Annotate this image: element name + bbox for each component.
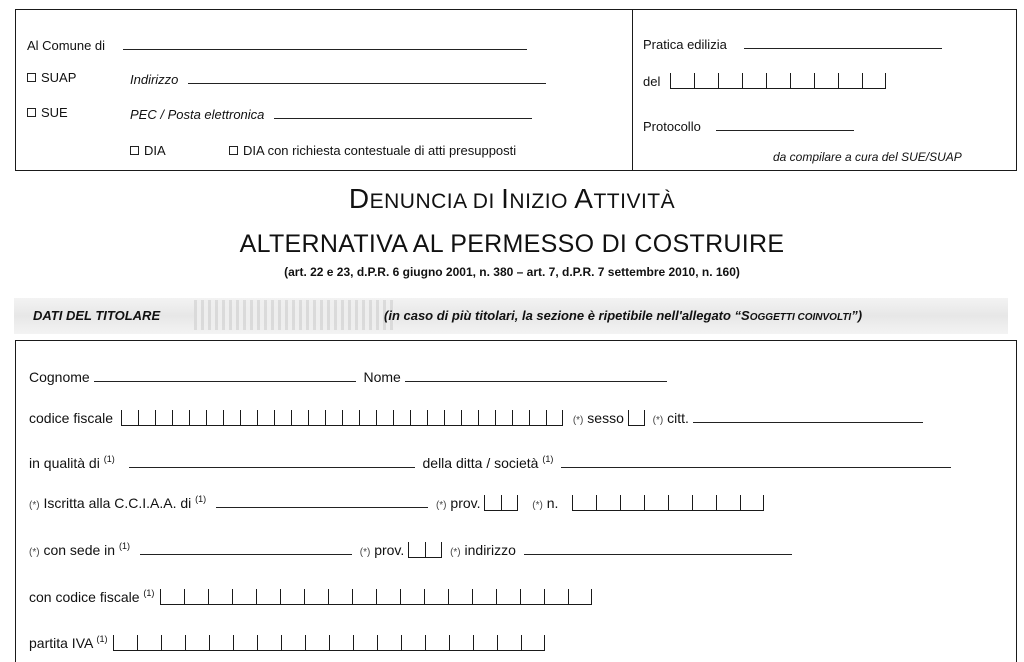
pratica-row [643,35,942,52]
suap-row [27,70,76,85]
title-initial-d: D [348,183,370,214]
comune-label: Al Comune di [27,38,106,53]
required-marker: (*) [359,547,371,558]
del-date-cells[interactable] [670,73,886,90]
pec-field[interactable] [274,105,532,119]
dia-richiesta-label: DIA con richiesta contestuale di atti presupposti [243,143,517,158]
title-word-ttivita: TTIVITÀ [593,190,676,213]
cf-ditta-cells[interactable] [160,589,592,606]
qualita-field[interactable] [129,454,415,468]
codice-fiscale-row [29,409,923,427]
protocollo-row [643,117,854,134]
required-marker: (*) [572,415,584,426]
piva-cells[interactable] [113,635,545,652]
dia-richiesta-checkbox[interactable] [229,146,238,155]
title-initial-a: A [574,183,594,214]
indirizzo-label: Indirizzo [130,72,179,87]
nome-field[interactable] [405,368,667,382]
comune-field[interactable] [123,36,527,50]
sede-row [29,541,792,559]
indirizzo-field[interactable] [188,70,546,84]
iscritta-label: Iscritta alla C.C.I.A.A. di [43,495,192,511]
footnote-1: (1) [143,588,155,598]
del-label: del [643,74,661,89]
cognome-row [29,368,667,385]
legal-reference: (art. 22 e 23, d.P.R. 6 giugno 2001, n. 380 – art. 7, d.P.R. 7 settembre 2010, n. 160) [284,265,740,279]
dia-label: DIA [144,143,166,158]
dia-checkbox[interactable] [130,146,139,155]
cciaa-row [29,494,764,512]
codice-fiscale-cells[interactable] [121,410,563,427]
sede-label: con sede in [43,542,116,558]
cognome-label: Cognome [29,369,90,385]
section-note [384,308,862,323]
dia-row [130,143,166,158]
dia-richiesta-row [229,143,516,158]
footnote-1: (1) [103,454,115,464]
title-word-nizio: NIZIO [509,190,575,213]
n-label: n. [546,495,559,511]
protocollo-label: Protocollo [643,119,701,134]
ditta-field[interactable] [561,454,951,468]
sede-indirizzo-field[interactable] [524,541,792,555]
section-note-start: (in caso di più titolari, la sezione è ripetibile nell'allegato “S [384,308,750,323]
qualita-row [29,454,951,471]
title-word-enuncia: ENUNCIA DI [369,190,502,213]
sede-field[interactable] [140,541,352,555]
qualita-label: in qualità di [29,455,100,471]
required-marker: (*) [652,415,664,426]
footnote-1: (1) [118,541,130,551]
form-title [0,183,1024,215]
footnote-1: (1) [195,494,207,504]
required-marker: (*) [29,500,40,511]
scan-noise [194,300,394,330]
prov-label: prov. [450,495,481,511]
required-marker: (*) [435,500,447,511]
piva-row [29,634,545,652]
del-row [643,73,886,90]
pratica-field[interactable] [744,35,942,49]
footnote-1: (1) [96,634,108,644]
comune-row [27,36,527,53]
cognome-field[interactable] [94,368,356,382]
suap-checkbox[interactable] [27,73,36,82]
citt-label: citt. [667,410,689,426]
cciaa-prov-cells[interactable] [484,495,518,512]
title-initial-i: I [501,183,510,214]
pratica-label: Pratica edilizia [643,37,727,52]
required-marker: (*) [29,547,40,558]
sue-row [27,105,68,120]
piva-label: partita IVA [29,635,93,651]
form-subtitle: ALTERNATIVA AL PERMESSO DI COSTRUIRE [239,230,785,258]
cf-ditta-row [29,588,592,606]
indirizzo-row [130,70,546,87]
sede-prov-cells[interactable] [408,542,442,559]
pec-row [130,105,532,122]
sue-checkbox[interactable] [27,108,36,117]
sesso-label: sesso [587,410,624,426]
footnote-1: (1) [542,454,554,464]
required-marker: (*) [532,500,543,511]
codice-fiscale-label: codice fiscale [29,410,114,426]
section-note-end: ”) [851,308,863,323]
citt-field[interactable] [693,409,923,423]
section-note-smallcaps: OGGETTI COINVOLTI [749,312,852,323]
cciaa-field[interactable] [216,494,428,508]
cciaa-number-cells[interactable] [572,495,764,512]
sede-prov-label: prov. [374,542,405,558]
ditta-label: della ditta / società [422,455,539,471]
pec-label: PEC / Posta elettronica [130,107,265,122]
protocollo-field[interactable] [716,117,854,131]
section-label: DATI DEL TITOLARE [33,308,161,323]
office-note: da compilare a cura del SUE/SUAP [773,150,962,164]
required-marker: (*) [450,547,461,558]
suap-label: SUAP [41,70,77,85]
nome-label: Nome [363,369,401,385]
sede-indirizzo-label: indirizzo [464,542,516,558]
sue-label: SUE [41,105,68,120]
cf-ditta-label: con codice fiscale [29,589,140,605]
sesso-cells[interactable] [628,410,645,427]
